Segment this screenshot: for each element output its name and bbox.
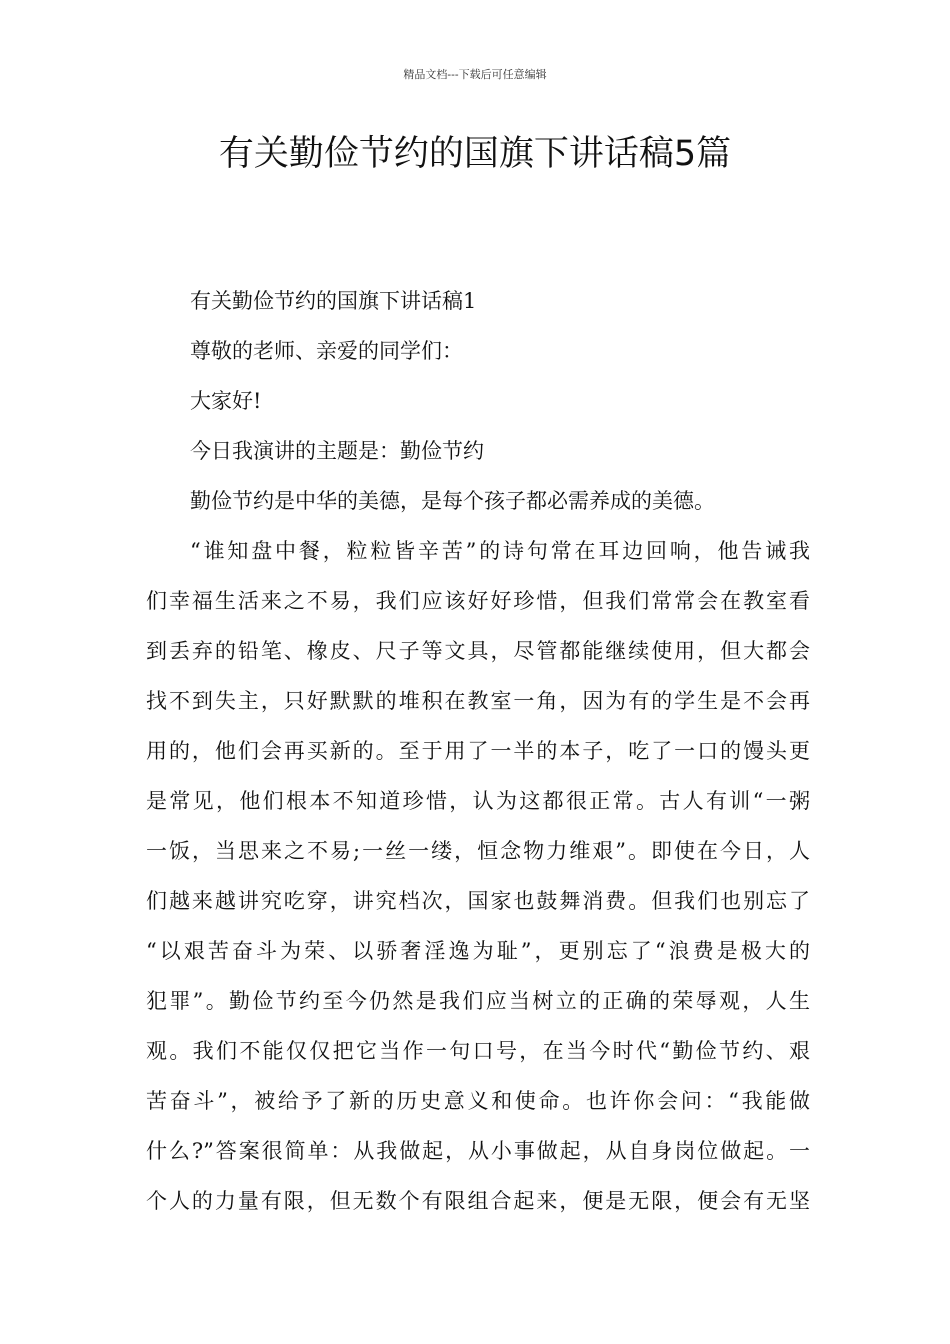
paragraph-line: 是常见，他们根本不知道珍惜，认为这都很正常。古人有训“一粥 [146,789,810,813]
document-body [146,276,810,1226]
header-note: 精品文档---下载后可任意编辑 [403,68,547,81]
paragraph-line: 苦奋斗”，被给予了新的历史意义和使命。也许你会问：“我能做 [146,1089,810,1113]
paragraph-line: 什么?”答案很简单：从我做起，从小事做起，从自身岗位做起。一 [146,1139,810,1163]
thesis-line: 勤俭节约是中华的美德，是每个孩子都必需养成的美德。 [190,489,715,513]
paragraph-line: 们越来越讲究吃穿，讲究档次，国家也鼓舞消费。但我们也别忘了 [146,889,810,913]
paragraph-line: 犯罪”。勤俭节约至今仍然是我们应当树立的正确的荣辱观，人生 [146,989,810,1013]
paragraph-line: “谁知盘中餐，粒粒皆辛苦”的诗句常在耳边回响，他告诫我 [190,539,810,563]
paragraph-line: 一饭，当思来之不易;一丝一缕，恒念物力维艰”。即使在今日，人 [146,839,810,863]
document-title: 有关勤俭节约的国旗下讲话稿5篇 [218,134,732,174]
topic-line: 今日我演讲的主题是：勤俭节约 [190,439,484,463]
paragraph-line: 观。我们不能仅仅把它当作一句口号，在当今时代“勤俭节约、艰 [146,1039,810,1063]
paragraph-line: “以艰苦奋斗为荣、以骄奢淫逸为耻”，更别忘了“浪费是极大的 [146,939,810,963]
salutation: 尊敬的老师、亲爱的同学们： [190,339,463,363]
main-paragraph [146,526,810,1226]
speech-subtitle: 有关勤俭节约的国旗下讲话稿1 [190,289,477,313]
paragraph-line: 找不到失主，只好默默的堆积在教室一角，因为有的学生是不会再 [146,689,810,713]
paragraph-line: 们幸福生活来之不易，我们应该好好珍惜，但我们常常会在教室看 [146,589,810,613]
greeting: 大家好! [190,389,262,413]
paragraph-line: 到丢弃的铅笔、橡皮、尺子等文具，尽管都能继续使用，但大都会 [146,639,810,663]
paragraph-line: 用的，他们会再买新的。至于用了一半的本子，吃了一口的馒头更 [146,739,810,763]
paragraph-line: 个人的力量有限，但无数个有限组合起来，便是无限，便会有无坚 [146,1189,810,1213]
